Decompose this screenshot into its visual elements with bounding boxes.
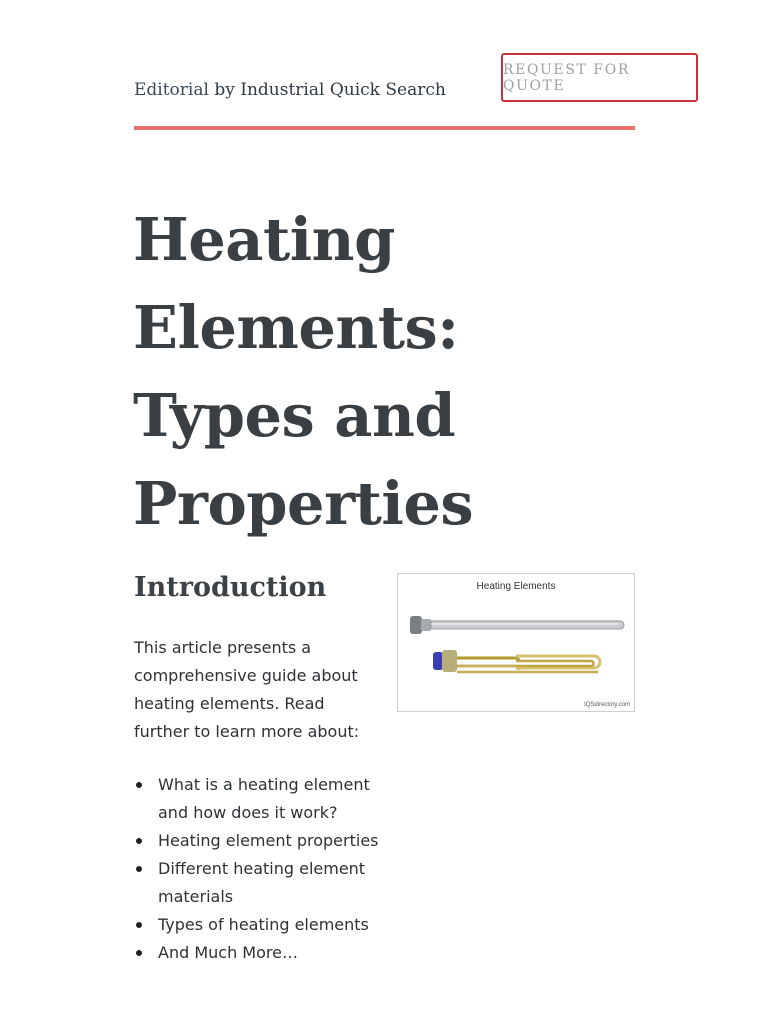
heating-element-illustration [398, 574, 636, 713]
list-item: Heating element properties [158, 827, 379, 855]
page-title: Heating Elements: Types and Properties [133, 205, 474, 538]
list-item: What is a heating element and how does it work? [158, 771, 379, 827]
list-item: Types of heating elements [158, 911, 379, 939]
request-for-quote-button[interactable]: REQUEST FOR QUOTE [501, 53, 698, 102]
figure-caption: Heating Elements [476, 581, 556, 592]
byline-text: by Industrial Quick Search [214, 80, 446, 100]
silver-heating-element [410, 616, 624, 634]
heating-elements-image [397, 573, 635, 712]
header-divider [134, 126, 635, 130]
list-item: And Much More… [158, 939, 379, 967]
list-item: Different heating element materials [158, 855, 379, 911]
intro-paragraph: This article presents a comprehensive guide about heating elements. Read further to learn more about: [134, 638, 360, 741]
intro-heading: Introduction [134, 572, 327, 603]
image-credit: IQSdirectory.com [584, 702, 630, 708]
editorial-brand[interactable]: Editorial [134, 80, 209, 100]
brass-heating-element [433, 650, 600, 672]
byline [134, 80, 446, 100]
topic-list [134, 771, 379, 967]
